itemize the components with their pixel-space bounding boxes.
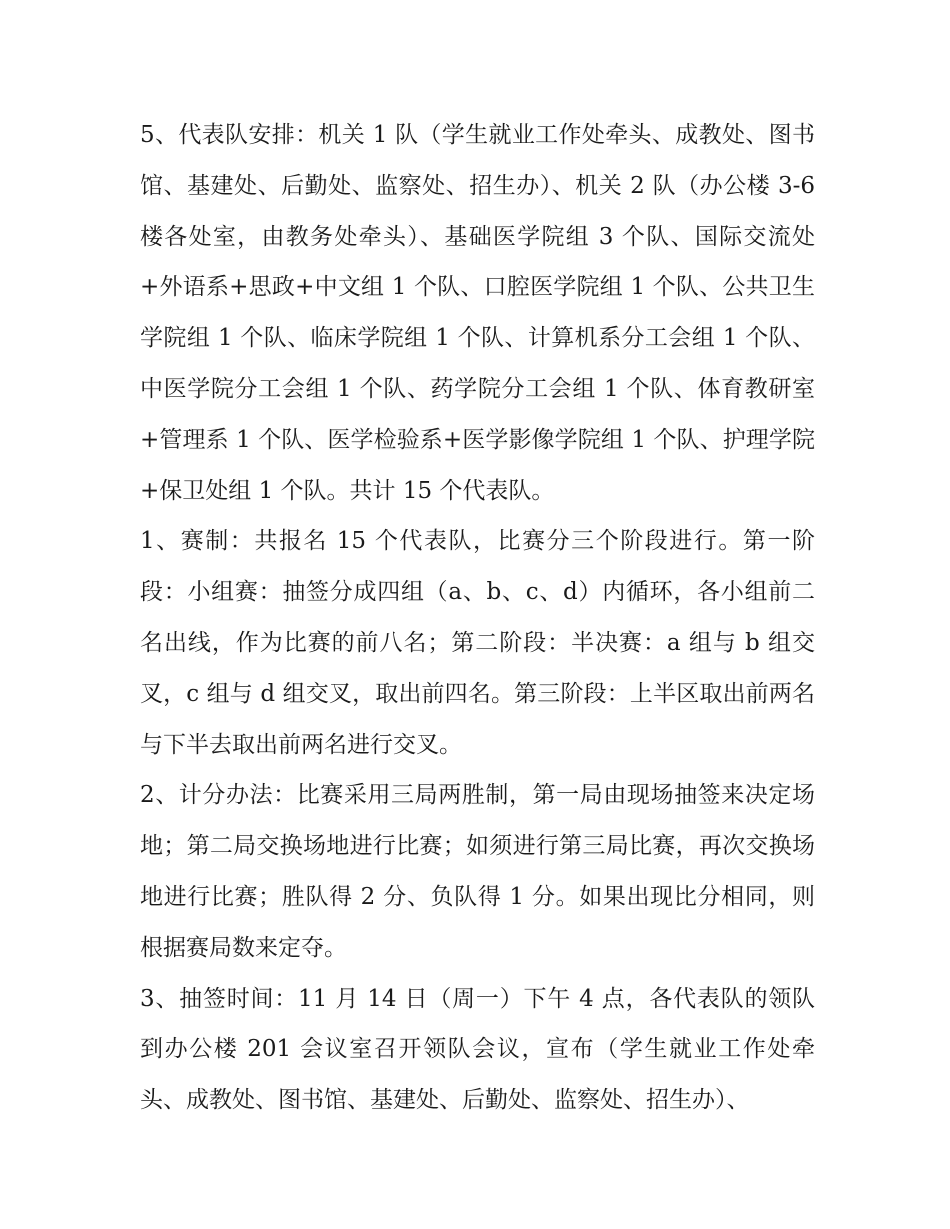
paragraph-team-arrangement: 5、代表队安排：机关 1 队（学生就业工作处牵头、成教处、图书馆、基建处、后勤处、监察处、招生办）、机关 2 队（办公楼 3-6 楼各处室，由教务处牵头）、基础医学院组 3 个队、国际交流处+外语系+思政+中文组 1 个队、口腔医学院组 1 个队、公共卫生学院组 1 个队、临床学院组 1 个队、计算机系分工会组 1 个队、中医学院分工会组 1 个队、药学院分工会组 1 个队、体育教研室+管理系 1 个队、医学检验系+医学影像学院组 1 个队、护理学院+保卫处组 1 个队。共计 15 个代表队。 [140,122,815,504]
paragraph-scoring-method: 2、计分办法：比赛采用三局两胜制，第一局由现场抽签来决定场地；第二局交换场地进行比赛；如须进行第三局比赛，再次交换场地进行比赛；胜队得 2 分、负队得 1 分。如果出现比分相同，则根据赛局数来定夺。 [140,782,815,961]
paragraph-competition-format: 1、赛制：共报名 15 个代表队，比赛分三个阶段进行。第一阶段：小组赛：抽签分成四组（a、b、c、d）内循环，各小组前二名出线，作为比赛的前八名；第二阶段：半决赛：a 组与 b 组交叉，c 组与 d 组交叉，取出前四名。第三阶段：上半区取出前两名与下半去取出前两名进行交叉。 [140,528,815,758]
document-body [140,110,815,1126]
paragraph-draw-time: 3、抽签时间：11 月 14 日（周一）下午 4 点，各代表队的领队到办公楼 201 会议室召开领队会议，宣布（学生就业工作处牵头、成教处、图书馆、基建处、后勤处、监察处、招生办）、 [140,985,815,1114]
